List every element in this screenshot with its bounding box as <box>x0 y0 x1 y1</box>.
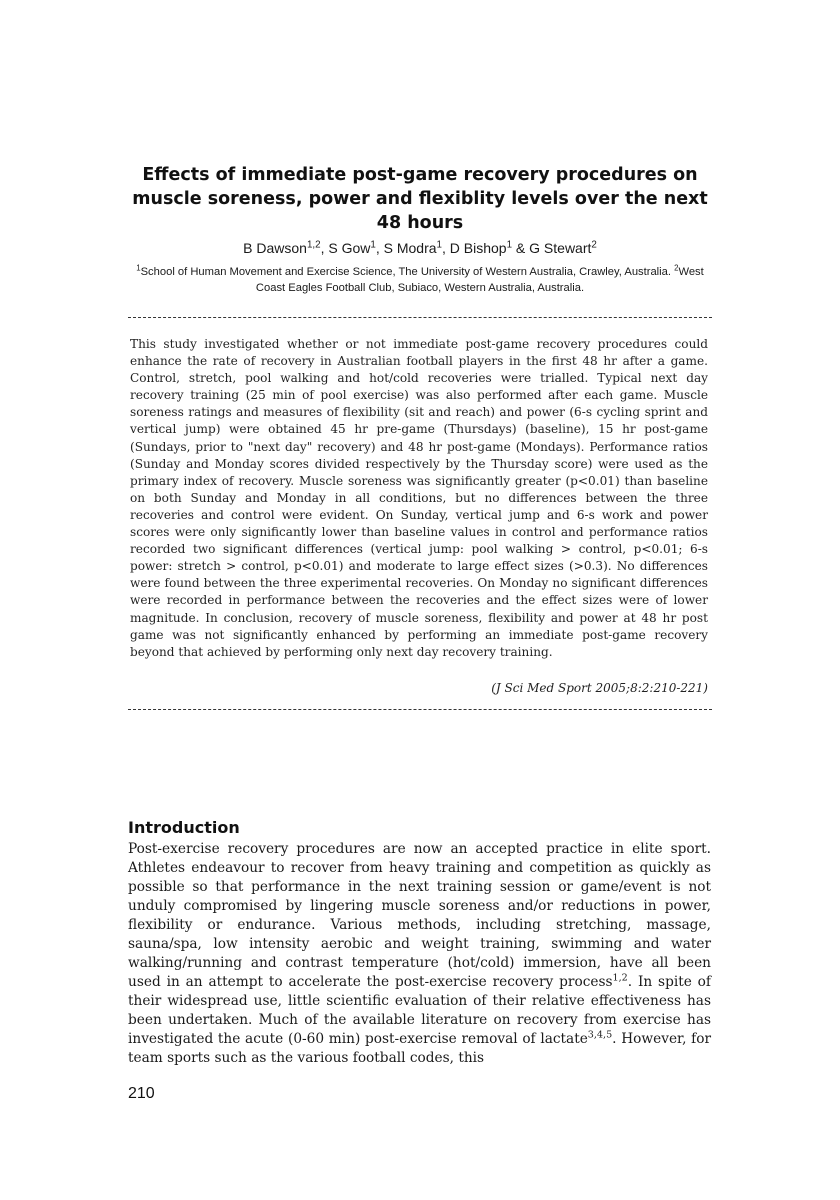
journal-citation: (J Sci Med Sport 2005;8:2:210-221) <box>491 681 708 695</box>
author: B Dawson$^{1,2}$, <box>243 239 329 256</box>
author: S Gow$^1$, <box>328 239 384 256</box>
affiliation-text: West Coast Eagles Football Club, Subiaco, Western Australia, Australia. <box>255 266 704 294</box>
abstract: This study investigated whether or not immediate post-game recovery procedures could enhance the rate of recovery in Australian football players in the first 48 hr after a game. Control, stretch, pool walking and hot/cold recoveries were trialled. Typical next day recovery training (25 min of pool exercise) was also performed after each game. Muscle soreness ratings and measures of flexibility (sit and reach) and power (6-s cycling sprint and vertical jump) were obtained 45 hr pre-game (Thursdays) (baseline), 15 hr post-game (Sundays, prior to "next day" recovery) and 48 hr post-game (Mondays). Performance ratios (Sunday and Monday scores divided respectively by the Thursday score) were used as the primary index of recovery. Muscle soreness was significantly greater (p<0.01) than baseline on both Sunday and Monday in all conditions, but no differences between the three recoveries and control were evident. On Sunday, vertical jump and 6-s work and power scores were only significantly lower than baseline values in control and performance ratios recorded two significant differences (vertical jump: pool walking > control, p<0.01; 6-s power: stretch > control, p<0.01) and moderate to large effect sizes (>0.3). No differences were found between the three experimental recoveries. On Monday no significant differences were recorded in performance between the recoveries and the effect sizes were of lower magnitude. In conclusion, recovery of muscle soreness, flexibility and power at 48 hr post game was not significantly enhanced by performing an immediate post-game recovery beyond that achieved by performing only next day recovery training. <box>130 337 708 659</box>
top-divider <box>128 317 712 318</box>
author-list <box>128 238 712 258</box>
page-number: 210 <box>128 1085 155 1102</box>
affiliation-text: School of Human Movement and Exercise Science, The University of Western Australia, Crawley, Australia. <box>140 266 671 278</box>
article-title: Effects of immediate post-game recovery procedures on muscle soreness, power and flexiblity levels over the next 48 hours <box>132 165 708 233</box>
author: S Modra$^1$, <box>383 239 450 256</box>
reference-marker: 3,4,5 <box>587 1029 613 1041</box>
bottom-divider <box>128 709 712 710</box>
section-heading: Introduction <box>128 818 240 837</box>
reference-marker: 1,2 <box>612 972 628 984</box>
affiliations: $^1$School of Human Movement and Exercise Science, The University of Western Australia, Crawley, Australia. $^2$West Coast Eagles Football Club, Subiaco, Western Australia, Australia. <box>136 263 704 294</box>
introduction-body: Post-exercise recovery procedures are now an accepted practice in elite sport. Athletes endeavour to recover from heavy training and competition as quickly as possible so that performance in the next training session or game/event is not unduly compromised by lingering muscle soreness and/or reductions in power, flexibility or endurance. Various methods, including stretching, massage, sauna/spa, low intensity aerobic and weight training, swimming and water walking/running and contrast temperature (hot/cold) immersion, have all been used in an attempt to accelerate the post-exercise recovery process$^{1,2}$. In spite of their widespread use, little scientific evaluation of their relative effectiveness has been undertaken. Much of the available literature on recovery from exercise has investigated the acute (0-60 min) post-exercise removal of lactate$^{3,4,5}$. However, for team sports such as the various football codes, this <box>128 841 711 1066</box>
author: G Stewart$^2$ <box>529 239 597 256</box>
author: D Bishop$^1$ & <box>449 239 530 256</box>
